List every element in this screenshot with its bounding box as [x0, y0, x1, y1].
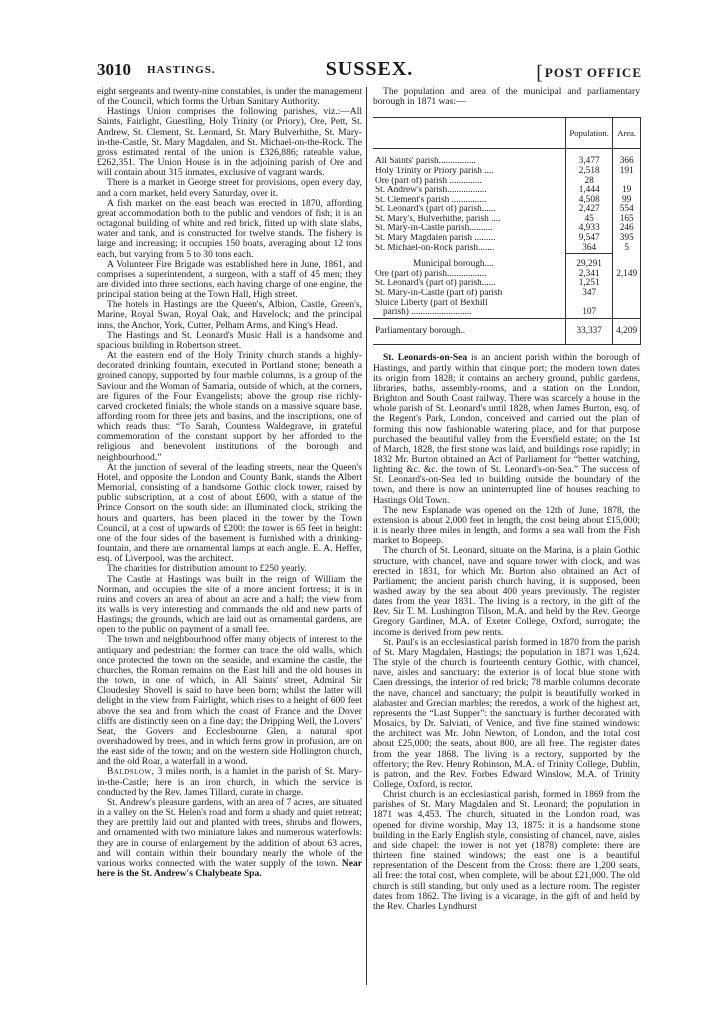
paragraph-castle: The Castle at Hastings was built in the reign of William the Norman, and occupies the site of a more ancient fortress; it is in ruins and covers an area of about an acre and a half; the view from its walls is very interesting and commands the old and new parts of Hastings; the grounds, which are laid out as ornamental gardens, are open to the public on payment of a small fee.: [97, 573, 362, 636]
row-label: St. Andrew's parish.................: [375, 186, 487, 196]
spacer: [373, 149, 641, 158]
table-row: [373, 205, 641, 215]
publisher-label: POST OFFICE: [544, 65, 642, 80]
row-label: Parliamentary borough..: [373, 318, 566, 345]
row-area: [613, 299, 641, 309]
running-head-publisher: [536, 60, 642, 83]
paragraph-police: eight sergeants and twenty-nine constables, is under the management of the Council, which forms the Urban Sanitary Authority.: [97, 86, 362, 108]
row-area: [613, 254, 641, 270]
row-label: St. Mary-in-Castle (part of) parish: [375, 289, 503, 299]
paragraph-fish-market: A fish market on the east beach was erected in 1870, affording great accommodation both to the public and vendors of fish; it is an octagonal building of white and red brick, fitted up with slate slabs, water and tank, and is constructed for twelve stands. The fishery is large and increasing; it occupies 150 boats, averaging about 12 tons each, but varying from 5 to 30 tons each.: [97, 197, 362, 260]
paragraph-st-leonards: [373, 353, 640, 505]
running-head-place: HASTINGS.: [147, 64, 216, 76]
left-column: [97, 87, 362, 879]
baldslow-text: 3 miles north, is a hamlet in the parish of St. Mary-in-the-Castle; here is an iron church, in which the service is conducted by the Rev. James Tillard, curate in charge.: [97, 766, 362, 798]
paragraph-population-intro: The population and area of the municipal and parliamentary borough in 1871 was:—: [373, 86, 640, 108]
paragraph-st-pauls: St. Paul's is an ecclesiastical parish formed in 1870 from the parish of St. Mary Magdalen, Hastings; the population in 1871 was 1,624. The style of the church is fourteenth century Gothic, with chancel, nave, aisles and sanctuary: the exterior is of local blue stone with Caen dressings, the interior of red brick; 78 marble columns decorate the nave, chancel and sanctuary; the pulpit is beautifully worked in alabaster and Grecian marbles; the reredos, a work of the highest art, represents the “Last Supper”: the sanctuary is further decorated with Mosaics, by Dr. Salviati, of Venice, and five fine stained windows: the architect was Mr. John Newton, of London, and the total cost about £25,000; the seats, about 800, are all free. The register dates from the year 1868. The living is a rectory, supported by the offertory; the Rev. Henry Robinson, M.A. of Trinity College, Dublin, is patron, and the Rev. Forbes Edward Winslow, M.A. of Trinity College, Oxford, is rector.: [373, 636, 640, 790]
st-leonards-text: is an ancient parish within the borough of Hastings, and partly within that cinque port; the modern town dates its origin from 1828; it contains an archery ground, public gardens, libraries, baths, assembly-rooms, and a station on the London, Brighton and South Coast railway. There was scarcely a house in the whole parish of St. Leonard's until 1828, when James Burton, esq. of the Regent's Park, London, conceived and carried out the plan of forming this now fashionable watering place, and for that purpose purchased the beautiful valley from the Eversfield estate; on the 1st of March, 1828, the first stone was laid, and buildings rose rapidly; in 1832 Mr. Burton obtained an Act of Parliament for “better watching, lighting &c. &c. the town of St. Leonard's-on-Sea.” The success of St. Leonard's-on-Sea led to building outside the boundary of the town, and there is now an uninterrupted line of houses reaching to Hastings Old Town.: [373, 352, 641, 506]
bracket: [: [536, 62, 544, 84]
table-header: [373, 118, 641, 149]
table-row: [373, 279, 641, 289]
page-header: [97, 58, 642, 82]
row-population: 2,518: [566, 167, 613, 177]
paragraph-st-leonard-church: The church of St. Leonard, situate on the Marina, is a plain Gothic structure, with chancel, nave and square tower with clock, and was erected in 1831, for which Mr. Burton also obtained an Act of Parliament; the ancient parish church having, it is supposed, been washed away by the sea about 400 years previously. The register dates from the year 1831. The living is a rectory, in the gift of the Rev. Sir T. M. Lushington Tilson, M.A. and held by the Rev. George Gregory Gardiner, M.A. of Exeter College, Oxford, surrogate; the income is derived from pew rents.: [373, 545, 640, 638]
paragraph-fire-brigade: A Volunteer Fire Brigade was established here in June, 1861, and comprises a superintendent, a surgeon, with a staff of 45 men; they are divided into three sections, each having charge of one engine, the principal station being at the Town Hall, High street.: [97, 258, 362, 301]
row-label: parish) ..........................: [383, 308, 472, 318]
paragraph-pleasure-gardens: [97, 798, 362, 879]
row-label: Ore (part of) parish ..............: [375, 176, 482, 186]
table-row: [373, 244, 641, 254]
row-population: 364: [566, 244, 613, 254]
extra-parish-rows: [373, 270, 641, 318]
row-label: St. Leonard's (part of) parish......: [375, 279, 496, 289]
paragraph-neighbourhood: The town and neighbourhood offer many objects of interest to the antiquary and pedestrian: the former can trace the old walls, which once protected the town on the seaside, and examine the castle, the churches, the Roman remains on the East hill and the old houses in the town, in one of which, in All Saints' street, Admiral Sir Cloudesley Shovell is said to have been born; whilst the latter will delight in the view from Fairlight, which rises to a height of 600 feet above the sea and from which the coast of France and the Dover cliffs are distinctly seen on a fine day; the Dripping Well, the Lovers' Seat, the Govers and Ecclesbourne Glen, a natural spot overshadowed by trees, and in which ferns grow in profusion, are on the east side of the town; and on the western side Hollington church, and the old Roar, a waterfall in a wood.: [97, 634, 362, 768]
table-row: [373, 270, 641, 280]
row-area: 2,149: [613, 270, 641, 280]
row-population: 1,251: [566, 279, 613, 289]
row-label: All Saints' parish................: [375, 157, 476, 167]
row-label: St. Mary-in-Castle parish..........: [375, 224, 493, 234]
population-table: [373, 117, 641, 345]
row-population: 9,547: [566, 234, 613, 244]
paragraph-music-hall: The Hastings and St. Leonard's Music Hall is a handsome and spacious building in Robertson street.: [97, 329, 362, 351]
table-row: [373, 196, 641, 206]
row-label: St. Mary's, Bulverhithe, parish ....: [375, 214, 501, 224]
header-area: Area.: [613, 118, 641, 149]
paragraph-union: Hastings Union comprises the following parishes, viz.:—All Saints, Fairlight, Guestling, Holy Trinity (or Priory), Ore, Pett, St. Andrew, St. Clement, St. Leonard, St. Mary Bulverhithe, St. Mary-in-the-Castle, St. Mary Magdalen, and St. Michael-on-the-Rock. The gross estimated rental of the union is £326,886; rateable value, £262,351. The Union House is in the adjoining parish of Ore and will contain about 315 inmates, exclusive of vagrant wards.: [97, 106, 362, 179]
row-population: 4,508: [566, 196, 613, 206]
paragraph-fountain: At the eastern end of the Holy Trinity church stands a highly-decorated drinking fountain, executed in Portland stone; beneath a groined canopy, supported by four marble columns, is a group of the Saviour and the Woman of Samaria, outside of which, at the corners, are figures of the Four Evangelists; above the group rise richly-carved crocketed finials; the whole stands on a massive square base, affording room for three jets and basins, and the inscriptions, one of which reads thus: “To Sarah, Countess Waldegrave, in grateful commemoration of the constant support by her afforded to the religious and benevolent institutions of the borough and neighbourhood.”: [97, 350, 362, 463]
table-row-parliamentary: [373, 318, 641, 345]
row-area: 366: [613, 157, 641, 167]
table-row-municipal: [373, 254, 641, 270]
table-row: [373, 289, 641, 299]
table-row: [373, 308, 641, 318]
header-blank: [373, 118, 566, 149]
row-population: 2,427: [566, 205, 613, 215]
paragraph-albert-memorial: At the junction of several of the leading streets, near the Queen's Hotel, and opposite the London and County Bank, stands the Albert Memorial, consisting of a handsome Gothic clock tower, raised by public subscription, at a cost of about £600, with a statue of the Prince Consort on the south side: an illuminated clock, striking the hours and quarters, has been placed in the tower by the Town Council, at a cost of upwards of £200: the tower is 65 feet in height: one of the four sides of the basement is furnished with a drinking-fountain, and there are ornamental lamps at each angle. E. A. Heffer, esq. of Liverpool, was the architect.: [97, 461, 362, 565]
row-area: [613, 308, 641, 318]
row-population: 3,477: [566, 157, 613, 167]
row-population: 29,291: [566, 254, 613, 270]
paragraph-hotels: The hotels in Hastings are the Queen's, Albion, Castle, Green's, Marine, Royal Swan, Royal Oak, and Havelock; and the principal inns, the Anchor, York, Cutter, Pelham Arms, and King's Head.: [97, 299, 362, 331]
table-row: [373, 234, 641, 244]
row-population: 4,933: [566, 224, 613, 234]
page-number: 3010: [97, 60, 131, 79]
row-label: St. Mary Magdalen parish .........: [375, 234, 496, 244]
row-area: 554: [613, 205, 641, 215]
row-label: St. Leonard's (part of) parish......: [375, 205, 496, 215]
paragraph-charities: The charities for distribution amount to £250 yearly.: [107, 563, 307, 575]
paragraph-baldslow: [97, 767, 362, 797]
table-row: [373, 177, 641, 187]
table-row: [373, 157, 641, 167]
row-population: 45: [566, 215, 613, 225]
row-label: Sluice Liberty (part of Bexhill: [375, 298, 488, 308]
spa-note: Near here is the St. Andrew's Chalybeate Spa.: [97, 857, 362, 880]
table-row: [373, 299, 641, 309]
table-row: [373, 215, 641, 225]
right-column: [373, 87, 640, 912]
row-label: Ore (part of) parish.................: [375, 269, 487, 279]
paragraph-christ-church: Christ church is an ecclesiastical parish, formed in 1869 from the parishes of St. Mary Magdalen and St. Leonard; the population in 1871 was 4,453. The church, situated in the London road, was opened for divine worship, May 13, 1875: it is a handsome stone building in the Early English style, consisting of chancel, nave, aisles and side chapel: the tower is not yet (1878) complete: there are thirteen fine stained windows; the east one is a beautiful representation of the Descent from the Cross: there are 1,200 seats, all free: the total cost, when complete, will be about £21,000. The old church is still standing, but only used as a lecture room. The register dates from 1862. The living is a vicarage, in the gift of and held by the Rev. Charles Lyndhurst: [373, 789, 640, 912]
row-label: St. Clement's parish ...............: [375, 195, 487, 205]
row-area: 5: [613, 244, 641, 254]
paragraph-esplanade: The new Esplanade was opened on the 12th of June, 1878, the extension is about 2,000 feet in length, the cost being about £15,000; it is nearly three miles in length, and forms a sea wall from the Fish market to Bopeep.: [373, 504, 640, 547]
row-label: St. Michael-on-Rock parish.......: [375, 243, 495, 254]
table-row: [373, 186, 641, 196]
row-label: Municipal borough....: [413, 259, 494, 270]
row-area: 19: [613, 186, 641, 196]
row-area: 99: [613, 196, 641, 206]
row-population: 33,337: [566, 318, 613, 345]
row-population: 347: [566, 289, 613, 299]
row-area: 246: [613, 224, 641, 234]
borough-parish-rows: [373, 157, 641, 253]
running-head-county: SUSSEX.: [325, 58, 414, 80]
baldslow-heading: Baldslow,: [107, 766, 155, 778]
gardens-text: St. Andrew's pleasure gardens, with an area of 7 acres, are situated in a valley on the St. Helen's road and form a shady and quiet retreat; they are prettily laid out and planted with trees, shrubs and flowers, and ornamented with two miniature lakes and numerous waterfowls: they are in course of enlargement by the addition of about 63 acres, and will contain within their boundary nearly the whole of the various works connected with the water supply of the town.: [97, 796, 362, 869]
row-area: 191: [613, 167, 641, 177]
column-divider: [366, 87, 367, 985]
row-area: 4,209: [613, 318, 641, 345]
st-leonards-heading: St. Leonards-on-Sea: [383, 352, 468, 364]
row-area: 395: [613, 234, 641, 244]
row-area: [613, 279, 641, 289]
row-population: 1,444: [566, 186, 613, 196]
row-population: 107: [566, 308, 613, 318]
row-population: 2,341: [566, 270, 613, 280]
table-row: [373, 224, 641, 234]
paragraph-market: There is a market in George street for provisions, open every day, and a corn market, held every Saturday, over it.: [97, 177, 362, 199]
table-row: [373, 167, 641, 177]
row-area: [613, 289, 641, 299]
row-area: 165: [613, 215, 641, 225]
row-label: Holy Trinity or Priory parish ....: [375, 166, 494, 176]
row-population: 28: [566, 177, 613, 187]
header-population: Population.: [566, 118, 613, 149]
